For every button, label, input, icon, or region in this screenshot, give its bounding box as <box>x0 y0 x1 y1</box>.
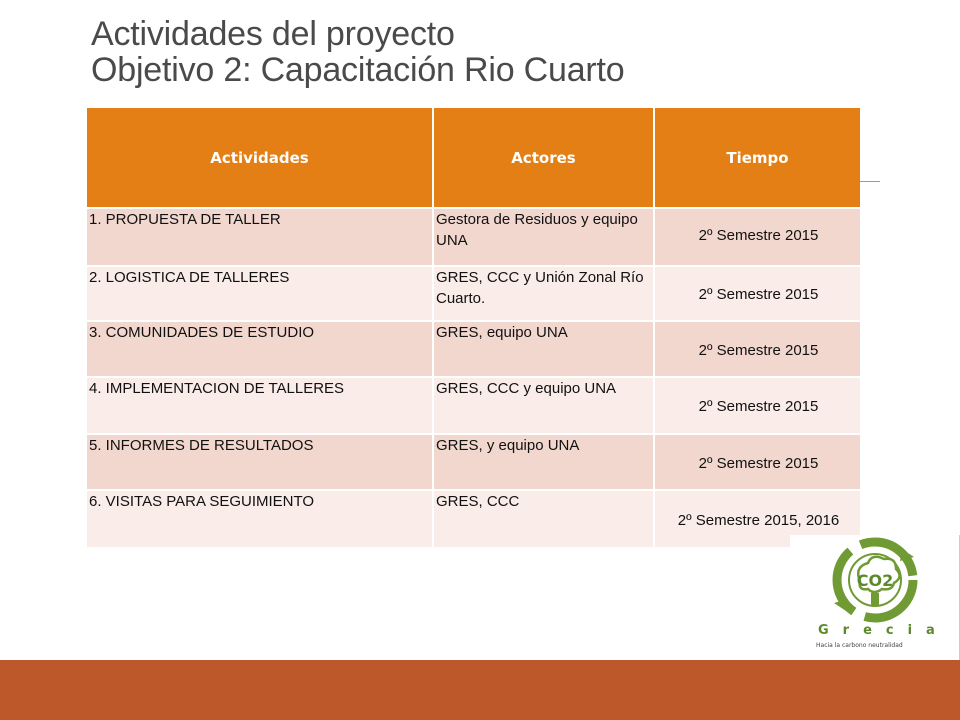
cell-actividad: 3. COMUNIDADES DE ESTUDIO <box>87 321 433 377</box>
logo-brand-text: Grecia <box>818 623 949 638</box>
header-actividades: Actividades <box>87 108 433 208</box>
cell-tiempo: 2º Semestre 2015 <box>654 377 860 434</box>
slide-title <box>91 16 911 88</box>
table-row <box>87 266 860 321</box>
divider-line <box>860 181 880 182</box>
cell-tiempo: 2º Semestre 2015 <box>654 321 860 377</box>
slide-title-line-2: Objetivo 2: Capacitación Rio Cuarto <box>91 51 625 89</box>
table-header-row <box>87 108 860 208</box>
activities-table <box>87 108 860 547</box>
cell-actores: GRES, equipo UNA <box>433 321 654 377</box>
recycle-co2-icon <box>790 535 960 625</box>
cell-actividad: 2. LOGISTICA DE TALLERES <box>87 266 433 321</box>
cell-tiempo: 2º Semestre 2015 <box>654 208 860 266</box>
cell-actividad: 5. INFORMES DE RESULTADOS <box>87 434 433 490</box>
table-row <box>87 490 860 547</box>
cell-actividad: 4. IMPLEMENTACION DE TALLERES <box>87 377 433 434</box>
cell-actores: GRES, CCC y equipo UNA <box>433 377 654 434</box>
table-row <box>87 208 860 266</box>
table-row <box>87 377 860 434</box>
cell-tiempo: 2º Semestre 2015 <box>654 266 860 321</box>
cell-actividad: 6. VISITAS PARA SEGUIMIENTO <box>87 490 433 547</box>
header-tiempo: Tiempo <box>654 108 860 208</box>
cell-actividad: 1. PROPUESTA DE TALLER <box>87 208 433 266</box>
cell-actores: Gestora de Residuos y equipo UNA <box>433 208 654 266</box>
cell-tiempo: 2º Semestre 2015, 2016 <box>654 490 860 547</box>
table-row <box>87 321 860 377</box>
cell-actores: GRES, CCC y Unión Zonal Río Cuarto. <box>433 266 654 321</box>
cell-actores: GRES, y equipo UNA <box>433 434 654 490</box>
logo-co2-text: CO2 <box>856 571 894 590</box>
slide-title-line-1: Actividades del proyecto <box>91 15 455 53</box>
grecia-co2-logo <box>790 535 960 660</box>
header-actores: Actores <box>433 108 654 208</box>
table-row <box>87 434 860 490</box>
cell-tiempo: 2º Semestre 2015 <box>654 434 860 490</box>
footer-bar <box>0 660 960 720</box>
cell-actores: GRES, CCC <box>433 490 654 547</box>
logo-tagline: Hacia la carbono neutralidad <box>816 642 903 649</box>
